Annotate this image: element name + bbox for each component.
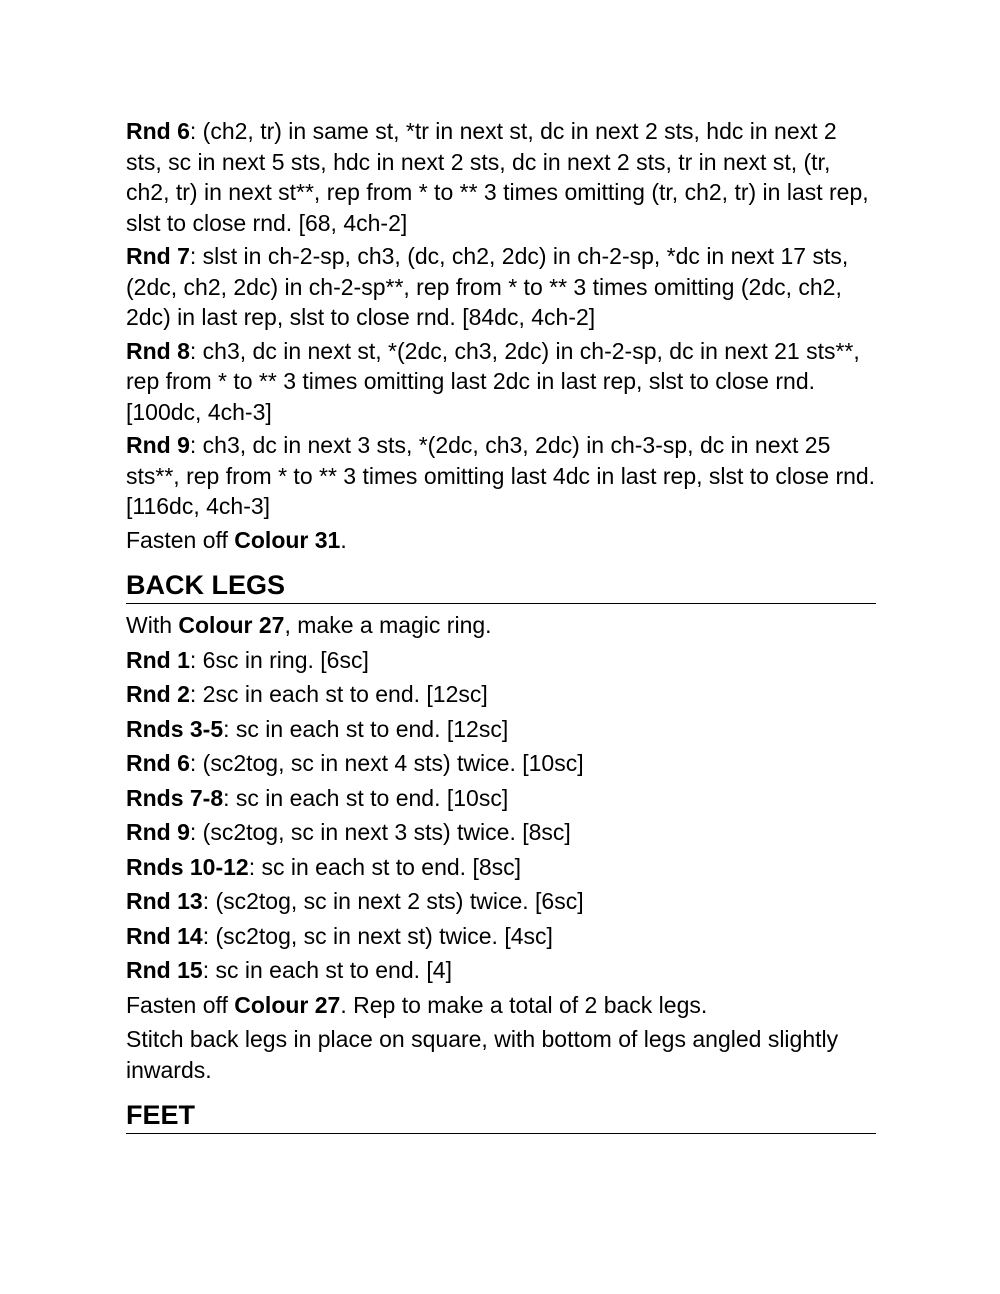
- round-label: Rnd 2: [126, 681, 190, 707]
- round-text: : (sc2tog, sc in next 3 sts) twice. [8sc]: [189, 819, 571, 845]
- round-label: Rnd 13: [126, 888, 203, 914]
- back-legs-rnd-1: [126, 645, 876, 676]
- pattern-page: [126, 116, 876, 1140]
- round-text: : 6sc in ring. [6sc]: [189, 646, 369, 673]
- instruction-rnd-7: [126, 241, 876, 333]
- instruction-rnd-6: [126, 116, 876, 238]
- round-label: Rnd 14: [126, 922, 203, 949]
- back-legs-rnd-14: [126, 921, 876, 952]
- round-label: Rnd 9: [126, 819, 190, 845]
- round-text: : sc in each st to end. [10sc]: [223, 784, 509, 811]
- colour-label: Colour 27: [234, 991, 341, 1018]
- section-heading-back-legs: BACK LEGS: [126, 569, 876, 604]
- back-legs-rnds-3-5: [126, 714, 876, 745]
- instruction-rnd-9: [126, 430, 876, 522]
- round-text: : slst in ch-2-sp, ch3, (dc, ch2, 2dc) in ch-2-sp, *dc in next 17 sts, (2dc, ch2, 2dc) in ch-2-sp**, rep from * to ** 3 times omitting (2dc, ch2, 2dc) in last rep, slst to close rnd. [84dc, 4ch-2]: [126, 243, 849, 330]
- back-legs-start: With Colour 27, make a magic ring.: [126, 612, 492, 638]
- back-legs-rnd-6: [126, 748, 876, 779]
- round-label: Rnd 6: [126, 118, 190, 144]
- back-legs-rnd-13: [126, 886, 876, 917]
- section-heading-feet: FEET: [126, 1099, 876, 1134]
- back-legs-stitch-note: Stitch back legs in place on square, with bottom of legs angled slightly inwards.: [126, 1026, 839, 1083]
- fasten-off-colour-31: Fasten off Colour 31.: [126, 526, 347, 553]
- round-label: Rnd 9: [126, 432, 190, 458]
- round-text: : sc in each st to end. [4]: [202, 957, 452, 983]
- round-label: Rnd 1: [126, 646, 190, 673]
- round-label: Rnds 7-8: [126, 784, 224, 811]
- round-text: : (sc2tog, sc in next 4 sts) twice. [10sc]: [189, 750, 584, 776]
- back-legs-fasten-off: Fasten off Colour 27. Rep to make a total of 2 back legs.: [126, 991, 708, 1018]
- round-text: : ch3, dc in next 3 sts, *(2dc, ch3, 2dc) in ch-3-sp, dc in next 25 sts**, rep from * to ** 3 times omitting last 4dc in last rep, slst to close rnd. [116dc, 4ch-3]: [126, 432, 876, 519]
- round-text: : (sc2tog, sc in next 2 sts) twice. [6sc]: [202, 888, 584, 914]
- round-label: Rnds 10-12: [126, 853, 249, 880]
- colour-label: Colour 31: [234, 526, 341, 553]
- round-text: : (ch2, tr) in same st, *tr in next st, dc in next 2 sts, hdc in next 2 sts, sc in next 5 sts, hdc in next 2 sts, dc in next 2 sts, tr in next st, (tr, ch2, tr) in next st**, rep from * to ** 3 times omitting (tr, ch2, tr) in last rep, slst to close rnd. [68, 4ch-2]: [126, 118, 869, 236]
- round-label: Rnd 6: [126, 750, 190, 776]
- instruction-rnd-8: [126, 336, 876, 428]
- round-text: : (sc2tog, sc in next st) twice. [4sc]: [202, 922, 553, 949]
- round-text: : 2sc in each st to end. [12sc]: [189, 681, 488, 707]
- back-legs-rnds-10-12: [126, 852, 876, 883]
- round-label: Rnd 7: [126, 243, 190, 269]
- round-label: Rnd 15: [126, 957, 203, 983]
- back-legs-rnd-9: [126, 817, 876, 848]
- back-legs-rnd-15: [126, 955, 876, 986]
- round-text: : sc in each st to end. [12sc]: [223, 715, 509, 742]
- colour-label: Colour 27: [178, 612, 285, 638]
- back-legs-rnds-7-8: [126, 783, 876, 814]
- round-text: : ch3, dc in next st, *(2dc, ch3, 2dc) in ch-2-sp, dc in next 21 sts**, rep from * to ** 3 times omitting last 2dc in last rep, slst to close rnd. [100dc, 4ch-3]: [126, 337, 860, 425]
- round-text: : sc in each st to end. [8sc]: [248, 853, 522, 880]
- back-legs-rnd-2: [126, 679, 876, 710]
- round-label: Rnd 8: [126, 337, 190, 364]
- round-label: Rnds 3-5: [126, 715, 224, 742]
